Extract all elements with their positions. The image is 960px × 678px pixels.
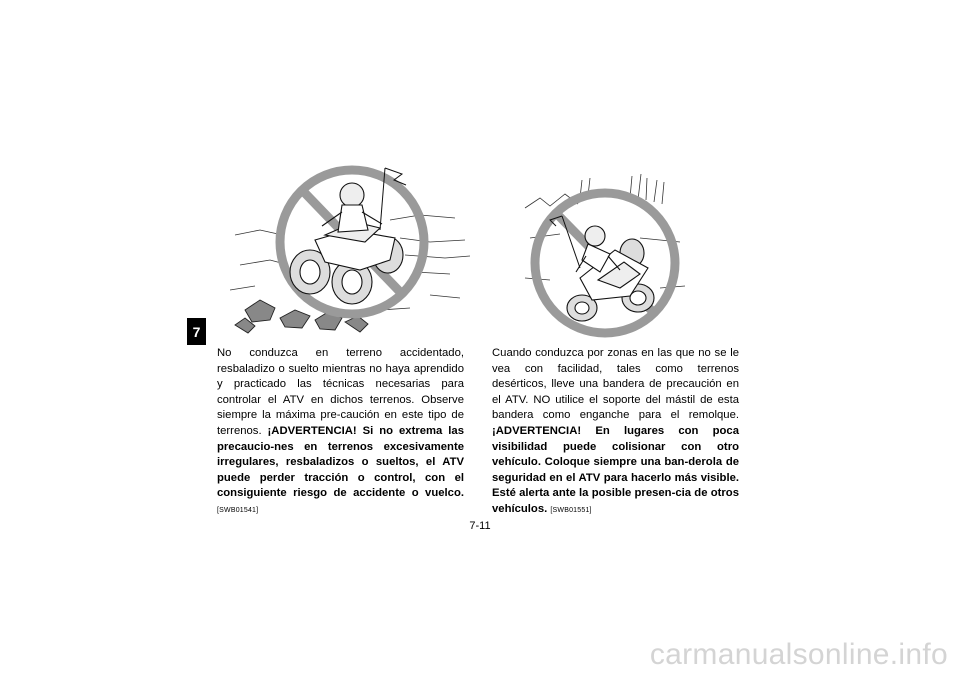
low-visibility-illustration: [520, 168, 690, 338]
left-intro-text: No conduzca en terreno accidentado, resbaladizo o suelto mientras no haya aprendido y practicado las técnicas necesarias para controlar el ATV en dichos terrenos. Observe siempre la máxima pre-caución en este tipo de terrenos.: [217, 347, 464, 437]
page-number: 7-11: [469, 520, 491, 532]
low-visibility-drawing: [520, 168, 690, 338]
right-intro-text: Cuando conduzca por zonas en las que no se le vea con facilidad, tales como terrenos desérticos, lleve una bandera de precaución en el ATV. NO utilice el soporte del mástil de esta bandera como enganche para el remolque.: [492, 347, 739, 422]
right-warning-code: [SWB01551]: [550, 506, 592, 514]
left-warning-text: ¡ADVERTENCIA! Si no extrema las precaucio-nes en terrenos excesivamente irregulares, resbaladizos o sueltos, el ATV puede perder tracción o control, con el consiguiente riesgo de accidente o vuelco.: [217, 424, 464, 500]
left-text-column: [217, 346, 464, 519]
right-warning-text: ¡ADVERTENCIA! En lugares con poca visibilidad puede colisionar con otro vehículo. Coloque siempre una ban-derola de seguridad en el ATV para hacerlo más visible. Esté alerta ante la posible presen-cia de otros vehículos.: [492, 424, 739, 515]
rough-terrain-drawing: [230, 160, 475, 335]
left-warning-code: [SWB01541]: [217, 506, 259, 514]
chapter-tab: [187, 318, 206, 345]
watermark: carmanualsonline.info: [649, 638, 948, 671]
chapter-number: 7: [192, 323, 201, 340]
rough-terrain-illustration: [230, 160, 475, 335]
right-text-column: [492, 346, 739, 519]
right-paragraph: [492, 346, 739, 519]
left-paragraph: [217, 346, 464, 519]
